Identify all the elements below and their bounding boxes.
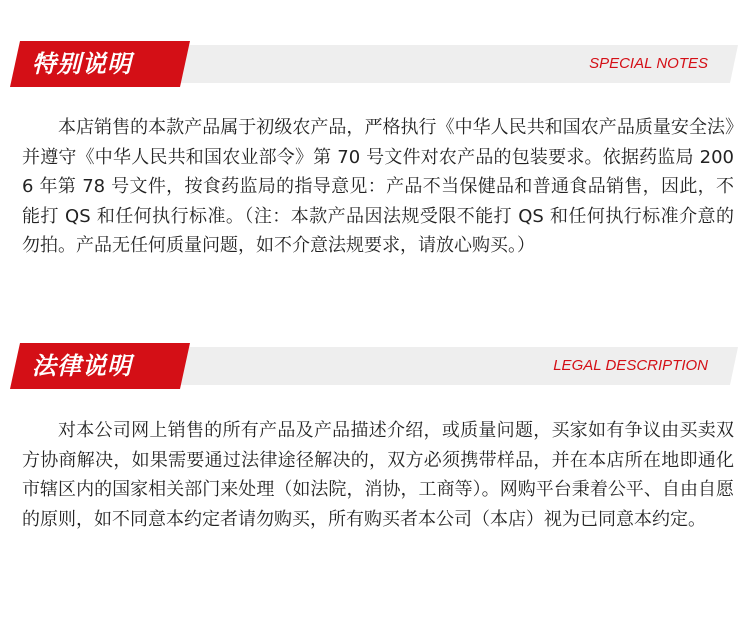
special-notes-body: 本店销售的本款产品属于初级农产品，严格执行《中华人民共和国农产品质量安全法》并遵守《中华人民共和国农业部令》第 70 号文件对农产品的包装要求。依据药监局 2006 年第 78 号文件，按食药监局的指导意见：产品不当保健品和普通食品销售，因此，不能打 QS 和任何执行标准。（注：本款产品因法规受限不能打 QS 和任何执行标准介意的勿拍。产品无任何质量问题，如不介意法规要求，请放心购买。）: [22, 117, 734, 256]
legal-description-body: 对本公司网上销售的所有产品及产品描述介绍，或质量问题，买家如有争议由买卖双方协商解决，如果需要通过法律途径解决的，双方必须携带样品，并在本店所在地即通化市辖区内的国家相关部门来处理（如法院，消协，工商等）。网购平台秉着公平、自由自愿的原则，如不同意本约定者请勿购买，所有购买者本公司（本店）视为已同意本约定。: [22, 420, 734, 530]
legal-description-banner: [0, 343, 750, 389]
legal-description-title: 法律说明: [32, 352, 132, 380]
special-notes-subtitle: SPECIAL NOTES: [589, 55, 708, 72]
special-notes-title: 特别说明: [32, 50, 132, 78]
legal-description-subtitle: LEGAL DESCRIPTION: [553, 357, 708, 374]
special-notes-banner: [0, 41, 750, 87]
